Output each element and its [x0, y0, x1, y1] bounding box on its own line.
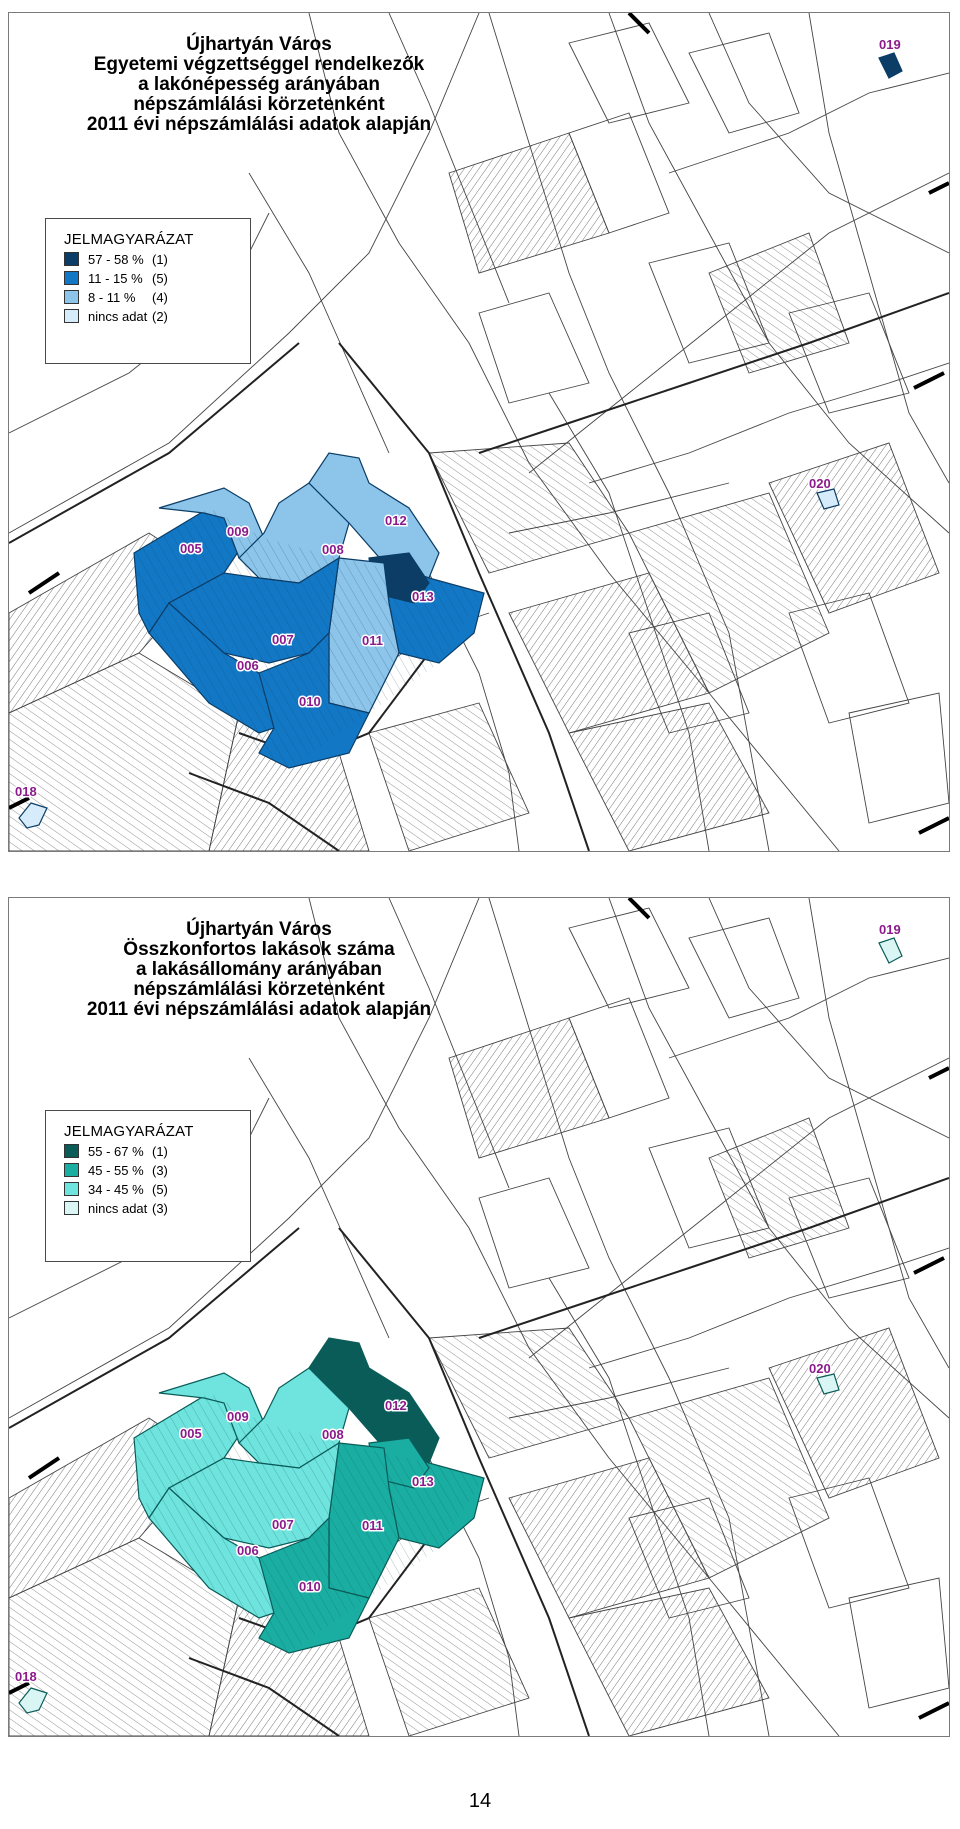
- legend-item: [64, 1200, 250, 1216]
- title-line: Összkonfortos lakások száma: [123, 939, 395, 960]
- map-legend: [45, 218, 251, 364]
- title-line: Újhartyán Város: [186, 34, 332, 55]
- legend-count: (5): [152, 1181, 168, 1197]
- label-019: 019: [879, 37, 901, 52]
- label-011: 011: [362, 633, 383, 648]
- title-line: 2011 évi népszámlálási adatok alapján: [86, 999, 432, 1020]
- label-006: 006: [237, 1543, 259, 1558]
- label-018: 018: [15, 1669, 37, 1684]
- page-number: 14: [468, 1790, 492, 1812]
- legend-swatch: [64, 1182, 79, 1196]
- label-019: 019: [879, 922, 901, 937]
- label-013: 013: [412, 589, 434, 604]
- legend-item: [64, 270, 250, 286]
- legend-item: [64, 251, 250, 267]
- legend-swatch: [64, 290, 79, 304]
- label-009: 009: [227, 1409, 249, 1424]
- label-008: 008: [322, 542, 344, 557]
- label-005: 005: [180, 1426, 202, 1441]
- label-010: 010: [299, 694, 321, 709]
- label-007: 007: [272, 632, 294, 647]
- legend-range: nincs adat: [88, 308, 148, 324]
- label-013: 013: [412, 1474, 434, 1489]
- legend-range: 34 - 45 %: [88, 1181, 144, 1197]
- label-012: 012: [385, 1398, 407, 1413]
- label-020: 020: [809, 1361, 831, 1376]
- legend-range: 11 - 15 %: [88, 270, 143, 286]
- label-008: 008: [322, 1427, 344, 1442]
- legend-item: [64, 1143, 250, 1159]
- title-line: Egyetemi végzettséggel rendelkezők: [93, 54, 425, 75]
- legend-count: (4): [152, 289, 168, 305]
- title-line: 2011 évi népszámlálási adatok alapján: [86, 114, 432, 135]
- legend-swatch: [64, 1201, 79, 1215]
- legend-swatch: [64, 271, 79, 285]
- district-map: [9, 898, 949, 1736]
- legend-title: JELMAGYARÁZAT: [64, 1123, 194, 1140]
- label-012: 012: [385, 513, 407, 528]
- label-006: 006: [237, 658, 259, 673]
- legend-range: nincs adat: [88, 1200, 148, 1216]
- parcel-lines: [9, 13, 949, 851]
- title-line: a lakónépesség arányában: [138, 74, 380, 95]
- legend-count: (5): [152, 270, 168, 286]
- title-line: népszámlálási körzetenként: [133, 979, 385, 1000]
- map-title: [39, 35, 479, 135]
- legend-range: 8 - 11 %: [88, 289, 136, 305]
- legend-count: (2): [152, 308, 168, 324]
- legend-range: 45 - 55 %: [88, 1162, 144, 1178]
- legend-count: (1): [152, 1143, 168, 1159]
- label-011: 011: [362, 1518, 383, 1533]
- legend-swatch: [64, 252, 79, 266]
- label-018: 018: [15, 784, 37, 799]
- map-panel-education: [8, 12, 950, 852]
- legend-count: (3): [152, 1200, 168, 1216]
- map-panel-comfort-housing: [8, 897, 950, 1737]
- label-020: 020: [809, 476, 831, 491]
- legend-item: [64, 289, 250, 305]
- legend-item: [64, 1162, 250, 1178]
- legend-range: 55 - 67 %: [88, 1143, 144, 1159]
- district-019: [879, 938, 902, 963]
- legend-item: [64, 1181, 250, 1197]
- legend-count: (3): [152, 1162, 168, 1178]
- legend-range: 57 - 58 %: [88, 251, 144, 267]
- parcel-lines: [9, 898, 949, 1736]
- title-line: a lakásállomány arányában: [135, 959, 383, 980]
- legend-title: JELMAGYARÁZAT: [64, 231, 194, 248]
- title-line: népszámlálási körzetenként: [133, 94, 385, 115]
- legend-count: (1): [152, 251, 168, 267]
- district-019: [879, 53, 902, 78]
- label-007: 007: [272, 1517, 294, 1532]
- label-005: 005: [180, 541, 202, 556]
- title-line: Újhartyán Város: [186, 919, 332, 940]
- map-legend: [45, 1110, 251, 1262]
- label-009: 009: [227, 524, 249, 539]
- legend-item: [64, 308, 250, 324]
- legend-swatch: [64, 1144, 79, 1158]
- district-map: [9, 13, 949, 851]
- map-title: [39, 920, 479, 1020]
- label-010: 010: [299, 1579, 321, 1594]
- legend-swatch: [64, 309, 79, 323]
- legend-swatch: [64, 1163, 79, 1177]
